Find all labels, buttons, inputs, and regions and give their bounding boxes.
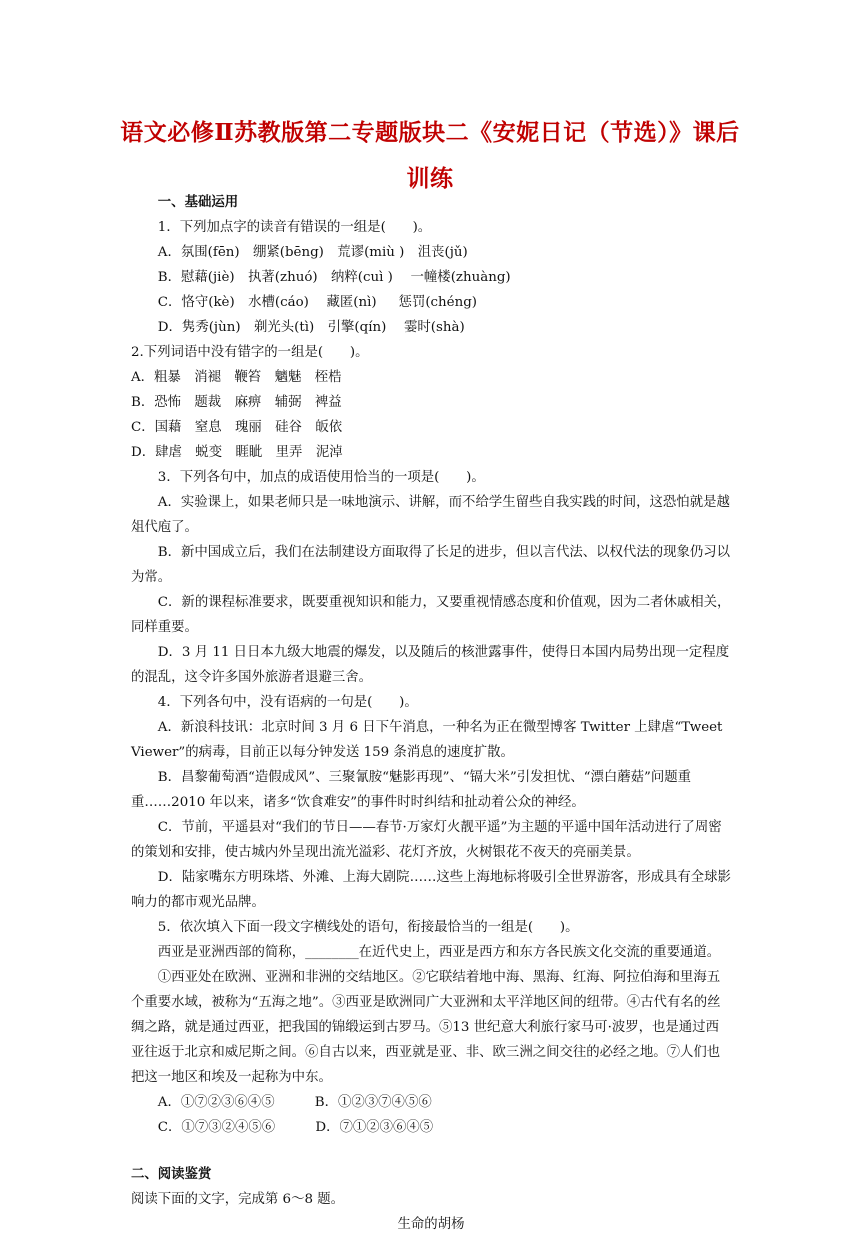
question-1-option-a: A．氛围(fēn) 绷紧(bēng) 荒谬(miù ) 沮丧(jǔ) [157, 245, 468, 260]
question-3: 3．下列各句中，加点的成语使用恰当的一项是( )。 [157, 470, 485, 485]
reading-passage-title: 生命的胡杨 [397, 1217, 465, 1232]
document-title: 语文必修Ⅱ苏教版第二专题版块二《安妮日记（节选）》课后训练 [120, 119, 740, 192]
question-2-option-a: A．粗暴 消褪 鞭笞 魑魅 桎梏 [131, 370, 342, 385]
question-3-option-c: C．新的课程标准要求，既要重视知识和能力，又要重视情感态度和价值观，因为二者休戚相关，同样重要。 [131, 595, 731, 635]
question-4-option-a: A．新浪科技讯：北京时间 3 月 6 日下午消息，一种名为正在微型博客 Twitter 上肆虐“Tweet Viewer”的病毒，目前正以每分钟发送 159 条消息的速度扩散。 [131, 720, 723, 760]
question-2-option-c: C．国藉 窒息 瑰丽 硅谷 皈依 [131, 420, 343, 435]
question-1-option-c: C．恪守(kè) 水槽(cáo) 藏匿(nì) 惩罚(chéng) [157, 295, 478, 310]
question-3-option-d: D．3 月 11 日日本九级大地震的爆发，以及随后的核泄露事件，使得日本国内局势出现一定程度的混乱，这令许多国外旅游者退避三舍。 [131, 645, 730, 685]
section-heading-basics: 一、基础运用 [157, 194, 239, 210]
question-5-options-cd: C．①⑦③②④⑤⑥ D．⑦①②③⑥④⑤ [157, 1120, 434, 1135]
question-5: 5．依次填入下面一段文字横线处的语句，衔接最恰当的一组是( )。 [157, 920, 579, 935]
reading-instruction: 阅读下面的文字，完成第 6～8 题。 [131, 1192, 345, 1207]
question-1-option-b: B．慰藉(jiè) 执著(zhuó) 纳粹(cuì ) 一幢楼(zhuàng) [157, 270, 511, 285]
question-2-option-d: D．肆虐 蜕变 睚眦 里弄 泥淖 [131, 445, 343, 460]
section-spacer [131, 1140, 731, 1162]
question-5-options-ab: A．①⑦②③⑥④⑤ B．①②③⑦④⑤⑥ [157, 1095, 432, 1110]
question-5-passage: 西亚是亚洲西部的简称，________在近代史上，西亚是西方和东方各民族文化交流的重要通道。 [157, 945, 721, 960]
question-5-sentences: ①西亚处在欧洲、亚洲和非洲的交结地区。②它联结着地中海、黑海、红海、阿拉伯海和里海五个重要水域，被称为“五海之地”。③西亚是欧洲同广大亚洲和太平洋地区间的纽带。④古代有名的丝绸之路，就是通过西亚，把我国的锦缎运到古罗马。⑤13 世纪意大利旅行家马可·波罗，也是通过西亚往返于北京和威尼斯之间。⑥自古以来，西亚就是亚、非、欧三洲之间交往的必经之地。⑦人们也把这一地区和埃及一起称为中东。 [131, 970, 721, 1085]
question-4-option-d: D．陆家嘴东方明珠塔、外滩、上海大剧院……这些上海地标将吸引全世界游客，形成具有全球影响力的都市观光品牌。 [131, 870, 731, 910]
question-1-option-d: D．隽秀(jùn) 剃光头(tì) 引擎(qín) 霎时(shà) [157, 320, 465, 335]
document-body [131, 190, 731, 1237]
question-3-option-b: B．新中国成立后，我们在法制建设方面取得了长足的进步，但以言代法、以权代法的现象仍习以为常。 [131, 545, 731, 585]
question-2-option-b: B．恐怖 题裁 麻痹 辅弼 裨益 [131, 395, 342, 410]
question-2: 2.下列词语中没有错字的一组是( )。 [131, 345, 369, 360]
question-4: 4．下列各句中，没有语病的一句是( )。 [157, 695, 418, 710]
question-3-option-a: A．实验课上，如果老师只是一味地演示、讲解，而不给学生留些自我实践的时间，这恐怕就是越俎代庖了。 [131, 495, 730, 535]
question-4-option-c: C．节前，平遥县对“我们的节日——春节·万家灯火靓平遥”为主题的平遥中国年活动进行了周密的策划和安排，使古城内外呈现出流光溢彩、花灯齐放，火树银花不夜天的亮丽美景。 [131, 820, 722, 860]
question-1: 1．下列加点字的读音有错误的一组是( )。 [157, 220, 432, 235]
question-4-option-b: B．昌黎葡萄酒“造假成风”、三聚氰胺“魅影再现”、“镉大米”引发担忧、“漂白蘑菇”问题重重……2010 年以来，诸多“饮食难安”的事件时时纠结和扯动着公众的神经。 [131, 770, 692, 810]
section-heading-reading: 二、阅读鉴赏 [131, 1166, 212, 1182]
